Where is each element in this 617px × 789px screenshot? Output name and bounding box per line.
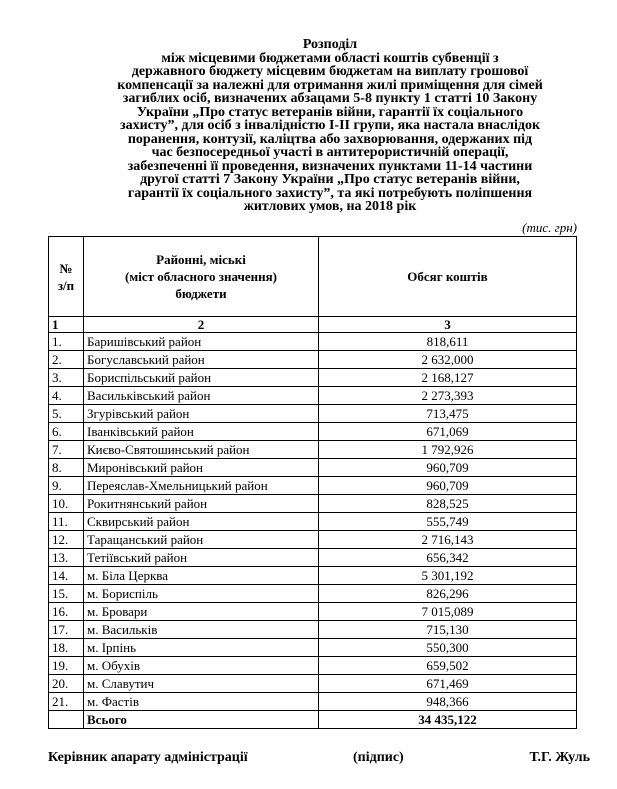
row-budget-name: м. Біла Церква: [84, 567, 319, 585]
table-row: [49, 675, 577, 693]
header-budget: Районні, міські (міст обласного значення) бюджети: [84, 237, 319, 317]
signer-position: Керівник апарату адміністрації: [48, 750, 248, 765]
row-number: 7.: [49, 441, 84, 459]
row-amount: 555,749: [319, 513, 577, 531]
table-row: [49, 459, 577, 477]
row-amount: 671,069: [319, 423, 577, 441]
row-budget-name: м. Бориспіль: [84, 585, 319, 603]
row-amount: 828,525: [319, 495, 577, 513]
table-row: [49, 477, 577, 495]
col-number-1: 1: [49, 317, 84, 333]
table-row: [49, 423, 577, 441]
row-amount: 1 792,926: [319, 441, 577, 459]
row-amount: 2 632,000: [319, 351, 577, 369]
subtitle-line: другої статті 7 Закону України „Про статус ветеранів війни,: [140, 172, 520, 187]
col-number-2: 2: [84, 317, 319, 333]
row-amount: 671,469: [319, 675, 577, 693]
row-budget-name: Тетіївський район: [84, 549, 319, 567]
row-number: 5.: [49, 405, 84, 423]
subtitle-line: захисту”, для осіб з інвалідністю І-ІІ групи, яка настала внаслідок: [119, 118, 541, 133]
subtitle-line: житлових умов, на 2018 рік: [243, 199, 417, 214]
distribution-table: [48, 236, 577, 729]
row-number: 16.: [49, 603, 84, 621]
units-label: (тис. грн): [522, 220, 577, 235]
total-amount: 34 435,122: [319, 711, 577, 729]
table-header-row: [49, 237, 577, 317]
table-row: [49, 585, 577, 603]
row-budget-name: Васильківський район: [84, 387, 319, 405]
row-amount: 715,130: [319, 621, 577, 639]
row-number: 10.: [49, 495, 84, 513]
signer-name: Т.Г. Жуль: [529, 750, 590, 765]
row-budget-name: м. Васильків: [84, 621, 319, 639]
subtitle-line: гарантії їх соціального захисту”, та які потребують поліпшення: [127, 185, 533, 201]
row-amount: 826,296: [319, 585, 577, 603]
row-amount: 2 168,127: [319, 369, 577, 387]
table-row: [49, 693, 577, 711]
document-title-block: [40, 38, 617, 214]
row-number: 14.: [49, 567, 84, 585]
table-row: [49, 369, 577, 387]
table-row: [49, 621, 577, 639]
row-budget-name: Києво-Святошинський район: [84, 441, 319, 459]
document-title: Розподіл: [302, 37, 358, 52]
row-amount: 713,475: [319, 405, 577, 423]
column-number-row: [49, 317, 577, 333]
row-amount: 960,709: [319, 459, 577, 477]
total-label: Всього: [84, 711, 319, 729]
row-number: 8.: [49, 459, 84, 477]
header-num: № з/п: [49, 237, 84, 317]
subtitle-line: компенсації за належні для отримання жилі приміщення для сімей: [117, 77, 543, 93]
row-amount: 7 015,089: [319, 603, 577, 621]
row-budget-name: м. Ірпінь: [84, 639, 319, 657]
total-row: [49, 711, 577, 729]
signature-placeholder: (підпис): [353, 750, 404, 765]
row-number: 18.: [49, 639, 84, 657]
table-row: [49, 531, 577, 549]
row-amount: 550,300: [319, 639, 577, 657]
subtitle-line: загиблих осіб, визначених абзацами 5-8 пункту 1 статті 10 Закону: [122, 91, 538, 106]
table-row: [49, 405, 577, 423]
row-number: 4.: [49, 387, 84, 405]
row-budget-name: Згурівський район: [84, 405, 319, 423]
row-budget-name: м. Бровари: [84, 603, 319, 621]
row-budget-name: Миронівський район: [84, 459, 319, 477]
subtitle-line: України „Про статус ветеранів війни, гарантії їх соціального: [136, 104, 524, 120]
row-budget-name: Переяслав-Хмельницький район: [84, 477, 319, 495]
table-row: [49, 441, 577, 459]
row-budget-name: Баришівський район: [84, 333, 319, 351]
subtitle-line: час безпосередньої участі в антитерористичній операції,: [151, 145, 509, 160]
row-number: 6.: [49, 423, 84, 441]
table-row: [49, 333, 577, 351]
row-number: 2.: [49, 351, 84, 369]
row-amount: 948,366: [319, 693, 577, 711]
row-budget-name: м. Фастів: [84, 693, 319, 711]
row-number: 15.: [49, 585, 84, 603]
row-budget-name: Таращанський район: [84, 531, 319, 549]
row-number: 20.: [49, 675, 84, 693]
row-budget-name: м. Обухів: [84, 657, 319, 675]
row-number: 1.: [49, 333, 84, 351]
col-number-3: 3: [319, 317, 577, 333]
table-row: [49, 387, 577, 405]
document-subtitle: [40, 52, 617, 214]
row-number: 9.: [49, 477, 84, 495]
row-number: 21.: [49, 693, 84, 711]
table-row: [49, 351, 577, 369]
row-number: 13.: [49, 549, 84, 567]
row-budget-name: м. Славутич: [84, 675, 319, 693]
row-number: 19.: [49, 657, 84, 675]
row-budget-name: Іванківський район: [84, 423, 319, 441]
row-amount: 659,502: [319, 657, 577, 675]
table-row: [49, 567, 577, 585]
subtitle-line: державного бюджету місцевим бюджетам на виплату грошової: [131, 64, 529, 79]
row-budget-name: Богуславський район: [84, 351, 319, 369]
table-row: [49, 657, 577, 675]
row-number: 17.: [49, 621, 84, 639]
row-budget-name: Сквирський район: [84, 513, 319, 531]
row-number: 3.: [49, 369, 84, 387]
subtitle-line: між місцевими бюджетами області коштів субвенції з: [161, 50, 499, 66]
row-number: 11.: [49, 513, 84, 531]
subtitle-line: поранення, контузії, каліцтва або захворювання, одержаних під: [127, 131, 533, 147]
row-amount: 2 716,143: [319, 531, 577, 549]
row-amount: 2 273,393: [319, 387, 577, 405]
table-row: [49, 549, 577, 567]
row-budget-name: Бориспільський район: [84, 369, 319, 387]
row-amount: 960,709: [319, 477, 577, 495]
table-row: [49, 603, 577, 621]
total-empty-cell: [49, 711, 84, 729]
table-row: [49, 639, 577, 657]
row-amount: 5 301,192: [319, 567, 577, 585]
table-row: [49, 513, 577, 531]
row-number: 12.: [49, 531, 84, 549]
row-amount: 656,342: [319, 549, 577, 567]
subtitle-line: забезпеченні її проведення, визначених пунктами 11-14 частини: [127, 158, 533, 174]
header-amount: Обсяг коштів: [319, 237, 577, 317]
row-amount: 818,611: [319, 333, 577, 351]
table-row: [49, 495, 577, 513]
row-budget-name: Рокитнянський район: [84, 495, 319, 513]
